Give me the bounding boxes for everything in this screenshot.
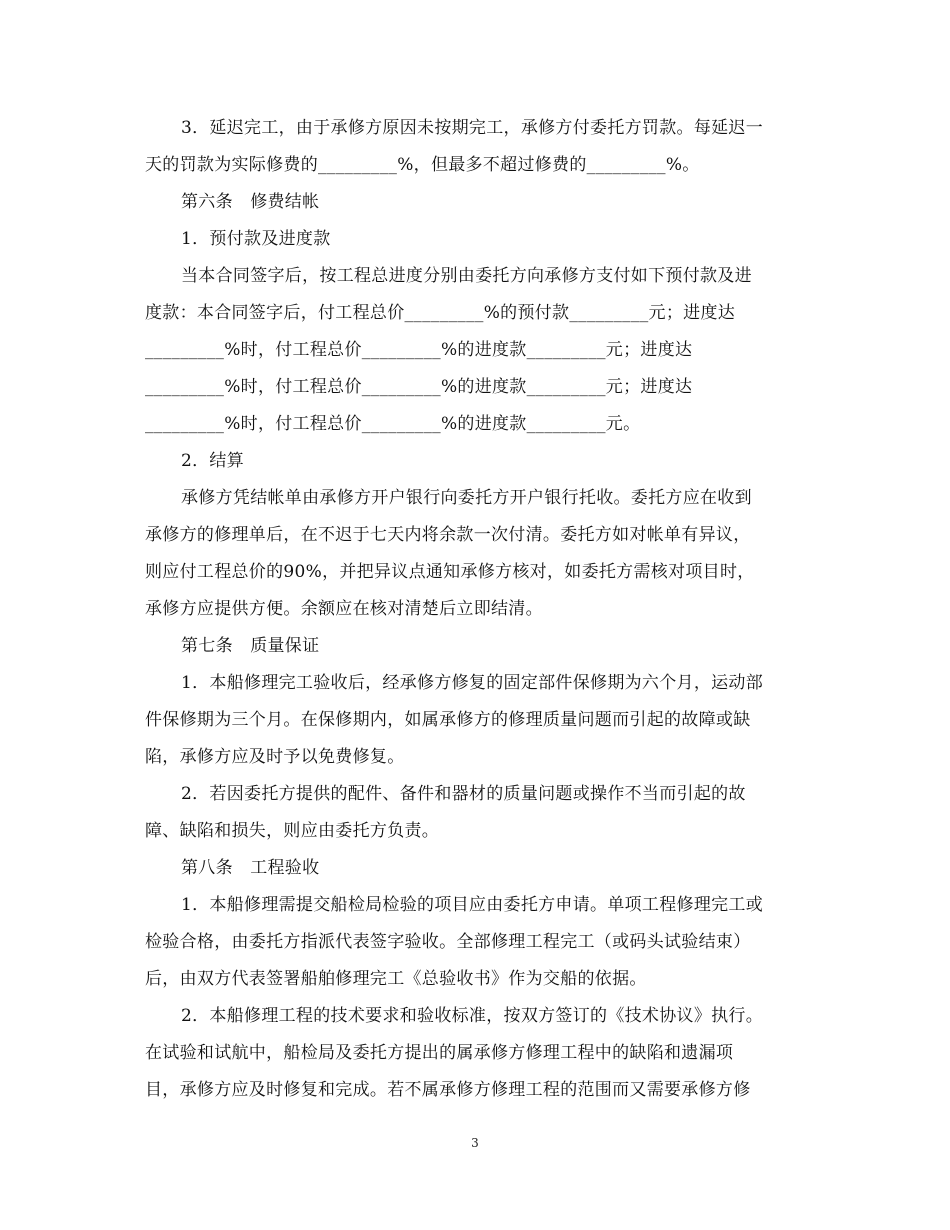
paragraph-line: _________%时，付工程总价_________%的进度款_________元。 (145, 414, 641, 434)
paragraph-line: 当本合同签字后，按工程总进度分别由委托方向承修方支付如下预付款及进 (181, 266, 752, 286)
paragraph-line: 目，承修方应及时修复和完成。若不属承修方修理工程的范围而又需要承修方修 (145, 1080, 751, 1100)
section-heading: 第六条 修费结帐 (181, 192, 320, 212)
document-body (145, 110, 805, 1109)
paragraph-line: 后，由双方代表签署船舶修理完工《总验收书》作为交船的依据。 (145, 969, 647, 989)
paragraph-line: 天的罚款为实际修费的_________%，但最多不超过修费的_________%。 (145, 155, 700, 175)
paragraph-line: 承修方应提供方便。余额应在核对清楚后立即结清。 (145, 599, 543, 619)
paragraph-line: 承修方的修理单后，在不迟于七天内将余款一次付清。委托方如对帐单有异议， (145, 525, 751, 545)
paragraph-line: _________%时，付工程总价_________%的进度款_________元；进度达 (145, 340, 693, 360)
paragraph-line: _________%时，付工程总价_________%的进度款_________元；进度达 (145, 377, 693, 397)
paragraph-line: 3．延迟完工，由于承修方原因未按期完工，承修方付委托方罚款。每延迟一 (181, 118, 764, 138)
page-number: 3 (471, 1136, 479, 1150)
paragraph-line: 1．本船修理完工验收后，经承修方修复的固定部件保修期为六个月，运动部 (181, 673, 764, 693)
paragraph-line: 1．本船修理需提交船检局检验的项目应由委托方申请。单项工程修理完工或 (181, 895, 764, 915)
paragraph-line: 检验合格，由委托方指派代表签字验收。全部修理工程完工（或码头试验结束） (145, 932, 751, 952)
paragraph-line: 承修方凭结帐单由承修方开户银行向委托方开户银行托收。委托方应在收到 (181, 488, 752, 508)
section-heading: 第八条 工程验收 (181, 858, 320, 878)
paragraph-line: 度款：本合同签字后，付工程总价_________%的预付款_________元；进度达 (145, 303, 736, 323)
paragraph-line: 陷，承修方应及时予以免费修复。 (145, 747, 405, 767)
paragraph-line: 2．本船修理工程的技术要求和验收标准，按双方签订的《技术协议》执行。 (181, 1006, 764, 1026)
paragraph-line: 2．若因委托方提供的配件、备件和器材的质量问题或操作不当而引起的故 (181, 784, 746, 804)
paragraph-line: 件保修期为三个月。在保修期内，如属承修方的修理质量问题而引起的故障或缺 (145, 710, 751, 730)
paragraph-line: 则应付工程总价的90%，并把异议点通知承修方核对，如委托方需核对项目时， (145, 562, 755, 582)
subsection-heading: 1．预付款及进度款 (181, 229, 331, 249)
section-heading: 第七条 质量保证 (181, 636, 320, 656)
paragraph-line: 在试验和试航中，船检局及委托方提出的属承修方修理工程中的缺陷和遗漏项 (145, 1043, 734, 1063)
subsection-heading: 2．结算 (181, 451, 245, 471)
paragraph-line: 障、缺陷和损失，则应由委托方负责。 (145, 821, 440, 841)
